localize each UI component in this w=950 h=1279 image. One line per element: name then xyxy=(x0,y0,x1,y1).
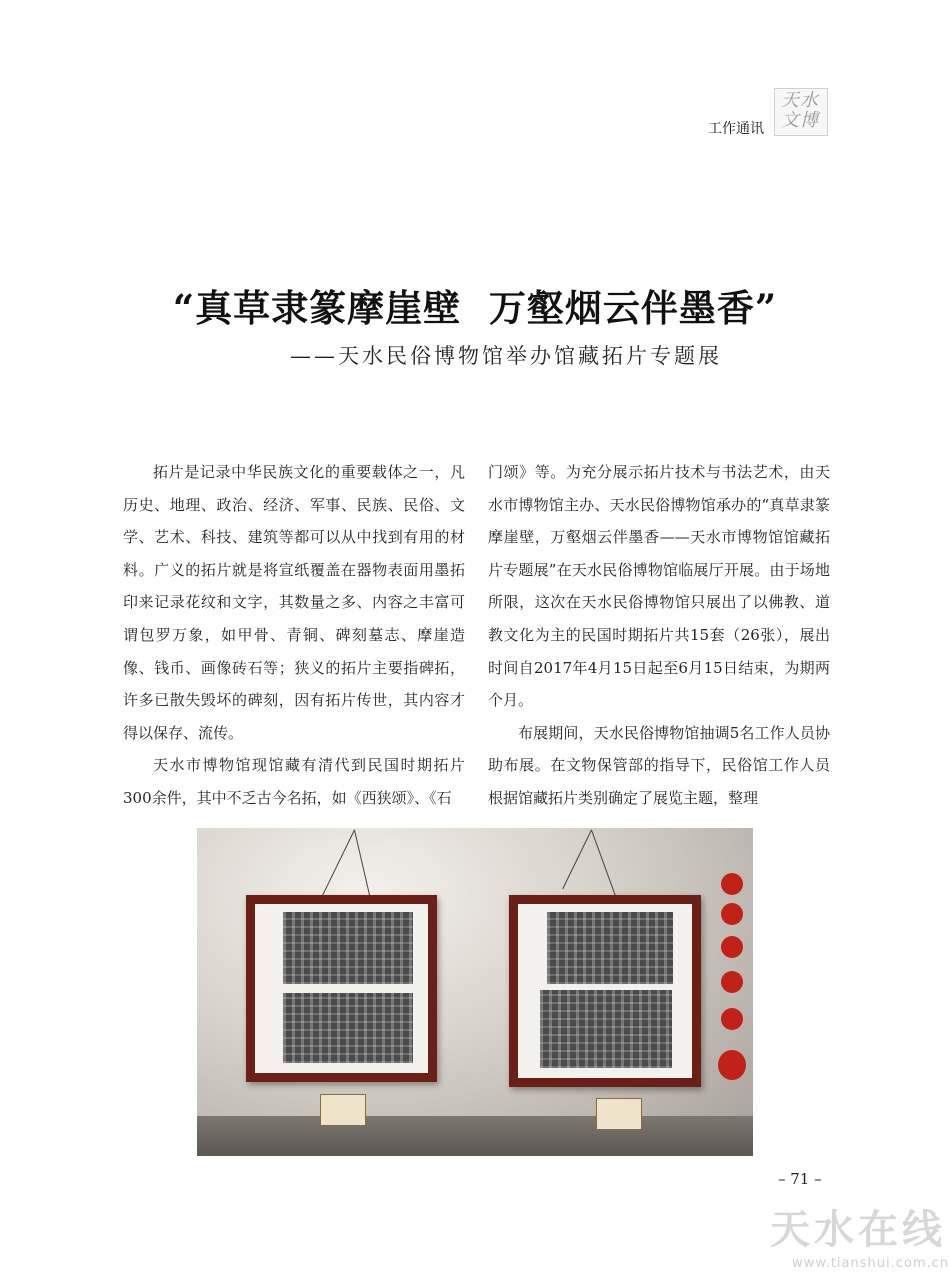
right-column xyxy=(488,456,830,815)
red-tassel-ornament xyxy=(718,1050,746,1080)
exhibit-label-card xyxy=(596,1098,642,1130)
red-tassel-ornament xyxy=(721,873,743,895)
paragraph: 天水市博物馆现馆藏有清代到民国时期拓片300余件，其中不乏古今名拓，如《西狭颂》、《石 xyxy=(123,756,465,807)
rubbing-image xyxy=(547,912,673,984)
red-tassel-ornament xyxy=(721,971,743,993)
red-tassel-ornament xyxy=(721,903,743,925)
article-subtitle: ——天水民俗博物馆举办馆藏拓片专题展 xyxy=(290,344,722,368)
page-number: – 71 – xyxy=(778,1170,822,1188)
frame-mat xyxy=(255,904,428,1073)
frame-mat xyxy=(518,904,692,1078)
article-title: “真草隶篆摩崖壁 万壑烟云伴墨香” xyxy=(172,286,778,330)
rubbing-frame-right xyxy=(509,895,701,1087)
red-tassel-ornament xyxy=(721,1008,743,1030)
rubbing-image xyxy=(283,993,413,1063)
journal-logo xyxy=(774,88,828,136)
hanging-string xyxy=(354,830,370,896)
exhibit-label-card xyxy=(320,1094,366,1126)
section-label: 工作通讯 xyxy=(708,121,764,137)
hanging-string xyxy=(319,830,355,902)
red-tassel-ornament xyxy=(721,936,743,958)
watermark-url: www.tianshui.com.cn xyxy=(792,1256,950,1271)
photo-floor xyxy=(197,1116,753,1156)
paragraph: 门颂》等。为充分展示拓片技术与书法艺术，由天水市博物馆主办、天水民俗博物馆承办的“真草隶篆摩崖壁，万壑烟云伴墨香——天水市博物馆馆藏拓片专题展”在天水民俗博物馆临展厅开展。由于场地所限，这次在天水民俗博物馆只展出了以佛教、道教文化为主的民国时期拓片共15套（26张），展出时间自2017年4月15日起至6月15日结束，为期两个月。 xyxy=(488,463,830,710)
journal-logo-text: 天水文博 xyxy=(781,90,819,131)
rubbing-image xyxy=(283,912,413,984)
rubbing-image xyxy=(540,990,672,1068)
hanging-string xyxy=(591,830,617,898)
left-column xyxy=(123,456,465,815)
watermark-logo: 天水在线 xyxy=(770,1206,946,1253)
paragraph: 布展期间，天水民俗博物馆抽调5名工作人员协助布展。在文物保管部的指导下，民俗馆工作人员根据馆藏拓片类别确定了展览主题，整理 xyxy=(488,723,830,807)
rubbing-frame-left xyxy=(246,895,437,1082)
paragraph: 拓片是记录中华民族文化的重要载体之一，凡历史、地理、政治、经济、军事、民族、民俗、文学、艺术、科技、建筑等都可以从中找到有用的材料。广义的拓片就是将宣纸覆盖在器物表面用墨拓印来记录花纹和文字，其数量之多、内容之丰富可谓包罗万象，如甲骨、青铜、碑刻墓志、摩崖造像、钱币、画像砖石等；狭义的拓片主要指碑拓，许多已散失毁坏的碑刻，因有拓片传世，其内容才得以保存、流传。 xyxy=(123,463,465,742)
hanging-string xyxy=(562,830,592,890)
exhibition-photo xyxy=(197,828,753,1156)
